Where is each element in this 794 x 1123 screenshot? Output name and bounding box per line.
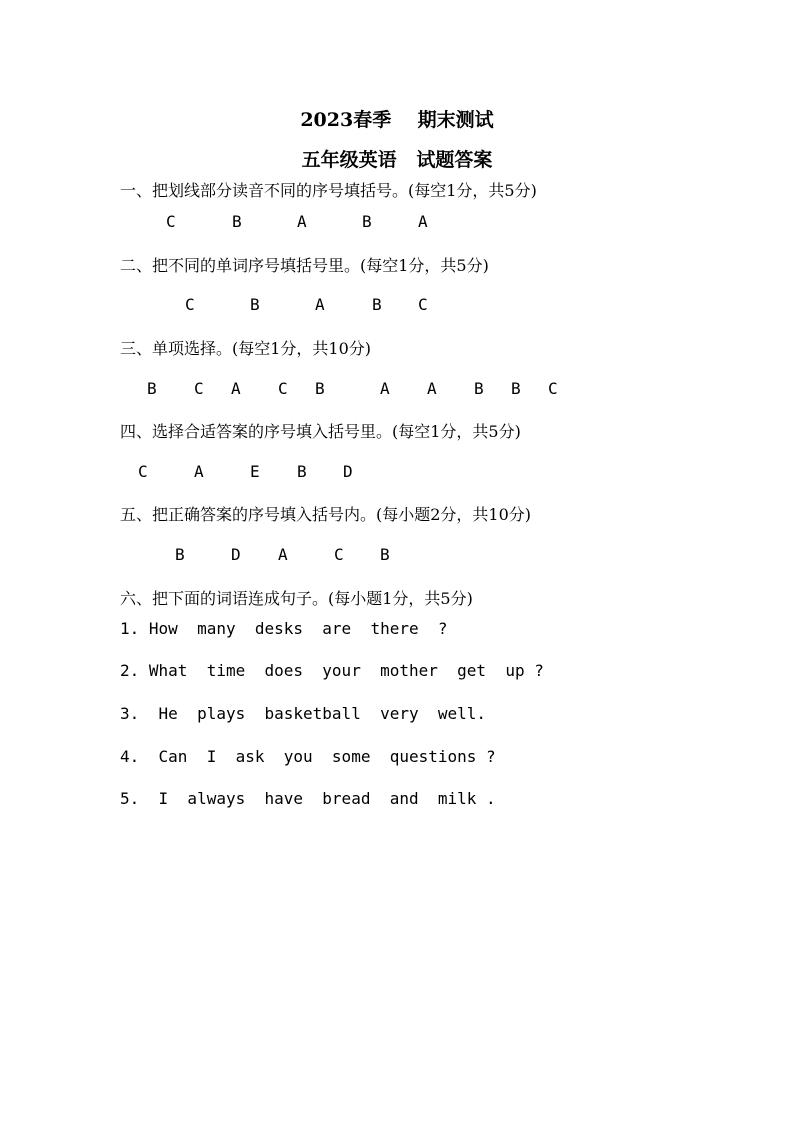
sentence-answer: 3. He plays basketball very well. [120, 704, 487, 723]
sentence-answer: 1. How many desks are there ? [120, 619, 448, 638]
answer-letter: E [250, 462, 260, 481]
answer-letter: C [548, 379, 558, 398]
answer-letter: B [362, 212, 372, 231]
page-title: 2023春季 期末测试 [300, 109, 494, 131]
answer-letter: A [315, 295, 325, 314]
answer-letter: A [194, 462, 204, 481]
answer-letter: C [194, 379, 204, 398]
sentence-answer: 4. Can I ask you some questions ? [120, 747, 496, 766]
answer-letter: B [175, 545, 185, 564]
section-6-heading: 六、把下面的词语连成句子。(每小题1分，共5分) [120, 589, 473, 608]
answer-letter: C [334, 545, 344, 564]
answer-letter: B [297, 462, 307, 481]
answer-letter: B [147, 379, 157, 398]
page-subtitle: 五年级英语 试题答案 [301, 149, 493, 171]
section-4-heading: 四、选择合适答案的序号填入括号里。(每空1分，共5分) [120, 422, 521, 441]
sentence-answer: 5. I always have bread and milk . [120, 789, 496, 808]
answer-letter: C [185, 295, 195, 314]
answer-letter: A [231, 379, 241, 398]
answer-letter: A [297, 212, 307, 231]
answer-letter: A [278, 545, 288, 564]
section-3-heading: 三、单项选择。(每空1分，共10分) [120, 339, 372, 358]
answer-letter: C [418, 295, 428, 314]
answer-letter: B [315, 379, 325, 398]
answer-letter: C [166, 212, 176, 231]
answer-letter: C [138, 462, 148, 481]
section-5-heading: 五、把正确答案的序号填入括号内。(每小题2分，共10分) [120, 505, 532, 524]
answer-letter: B [250, 295, 260, 314]
section-1-heading: 一、把划线部分读音不同的序号填括号。(每空1分，共5分) [120, 181, 537, 200]
answer-letter: B [380, 545, 390, 564]
answer-letter: A [427, 379, 437, 398]
answer-letter: D [231, 545, 241, 564]
answer-letter: A [418, 212, 428, 231]
answer-letter: B [474, 379, 484, 398]
answer-letter: C [278, 379, 288, 398]
sentence-answer: 2. What time does your mother get up ? [120, 661, 544, 680]
answer-letter: A [380, 379, 390, 398]
answer-letter: D [343, 462, 353, 481]
answer-letter: B [232, 212, 242, 231]
answer-letter: B [372, 295, 382, 314]
answer-letter: B [511, 379, 521, 398]
section-2-heading: 二、把不同的单词序号填括号里。(每空1分，共5分) [120, 256, 489, 275]
